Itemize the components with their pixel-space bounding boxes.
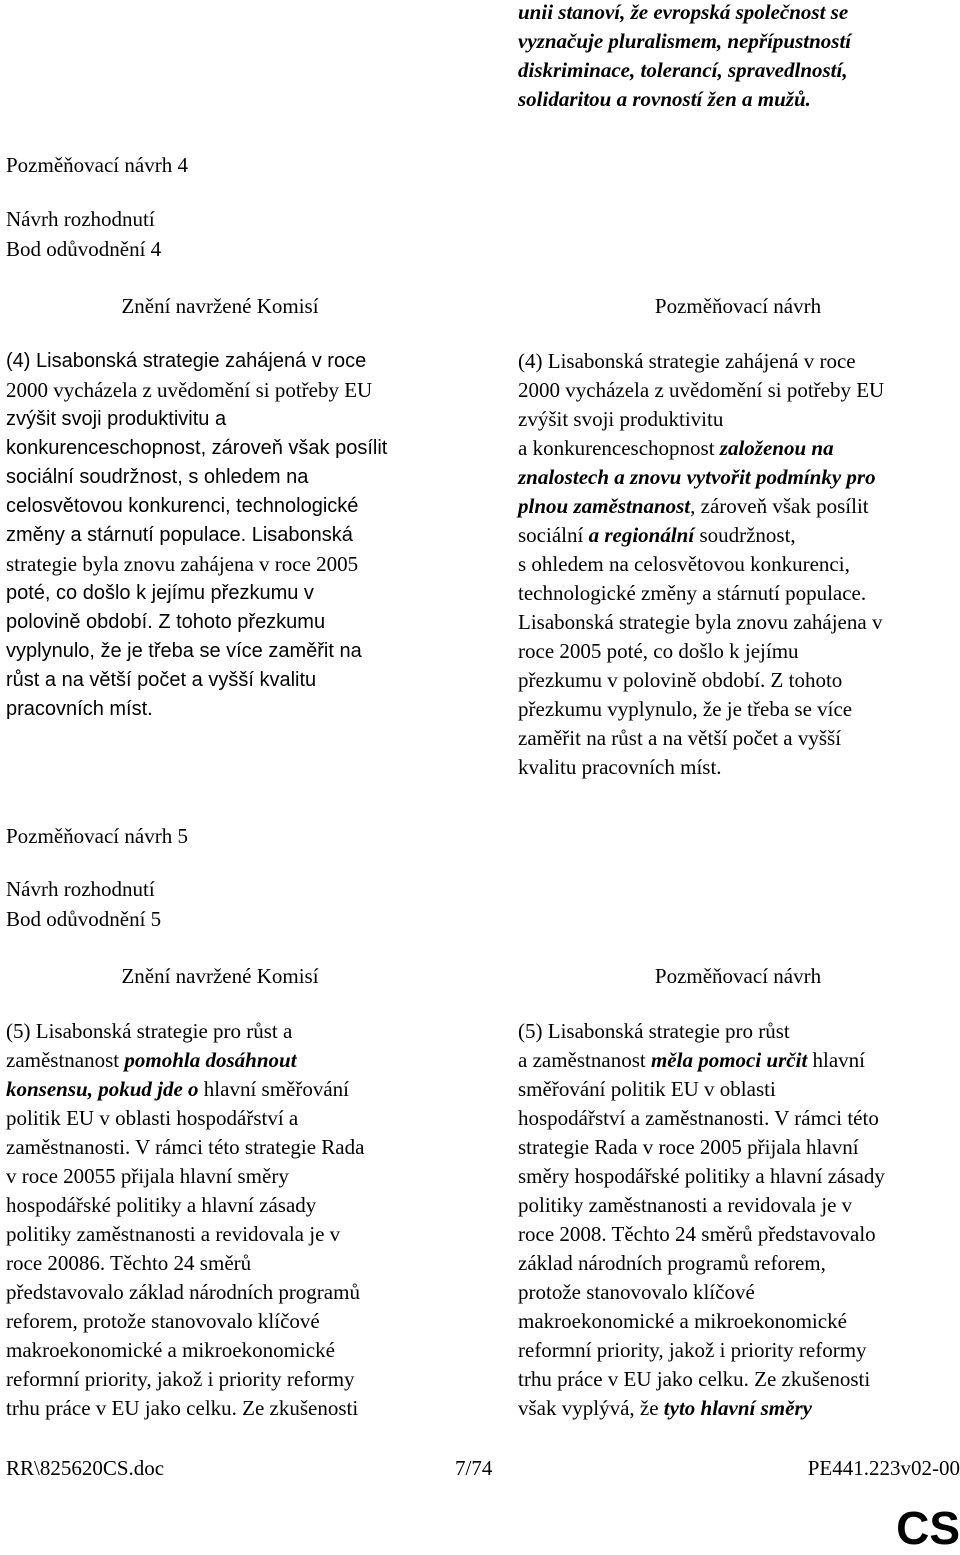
amendment-heading: Pozměňovací návrh bbox=[654, 964, 822, 988]
text-line bbox=[518, 1046, 885, 1075]
text-line: roce 2008. Těchto 24 směrů představovalo bbox=[518, 1222, 876, 1246]
text-run: však vyplývá, že bbox=[518, 1396, 664, 1420]
text-line: konkurenceschopnost, zároveň však posílit bbox=[6, 437, 388, 459]
text-line: diskriminace, tolerancí, spravedlností, bbox=[518, 58, 848, 82]
footer-pe-ref: PE441.223v02-00 bbox=[807, 1456, 960, 1480]
text-line: základ národních programů reforem, bbox=[518, 1251, 826, 1275]
text-line: strategie byla znovu zahájena v roce 2005 bbox=[6, 552, 359, 576]
text-line: směry hospodářské politiky a hlavní zásady bbox=[518, 1164, 885, 1188]
text-line: technologické změny a stárnutí populace. bbox=[518, 581, 867, 605]
commission-text-heading: Znění navržené Komisí bbox=[121, 294, 319, 318]
inserted-text: a regionální bbox=[588, 523, 695, 547]
text-line: poté, co došlo k jejímu přezkumu v bbox=[6, 582, 314, 604]
commission-text-5 bbox=[6, 1017, 364, 1423]
text-line: Lisabonská strategie byla znovu zahájena v bbox=[518, 610, 883, 634]
footer-page-number: 7/74 bbox=[455, 1456, 493, 1480]
text-run: a konkurenceschopnost bbox=[518, 436, 720, 460]
text-line: hospodářství a zaměstnanosti. V rámci této bbox=[518, 1106, 879, 1130]
text-line: protože stanovovalo klíčové bbox=[518, 1280, 755, 1304]
text-line: makroekonomické a mikroekonomické bbox=[518, 1309, 847, 1333]
text-run: soudržnost, bbox=[694, 523, 796, 547]
inserted-text: měla pomoci určit bbox=[650, 1048, 808, 1072]
text-line: zvýšit svoji produktivitu bbox=[518, 407, 724, 431]
text-line: 2000 vycházela z uvědomění si potřeby EU bbox=[6, 378, 373, 402]
text-line: růst a na větší počet a vyšší kvalitu bbox=[6, 669, 317, 691]
text-line: reforem, protože stanovovalo klíčové bbox=[6, 1309, 320, 1333]
amended-text-4 bbox=[518, 347, 884, 782]
text-line: kvalitu pracovních míst. bbox=[518, 755, 722, 779]
text-line bbox=[6, 1046, 364, 1075]
text-run: hlavní bbox=[807, 1048, 866, 1072]
text-line: (5) Lisabonská strategie pro růst a bbox=[6, 1019, 293, 1043]
text-line: sociální soudržnost, s ohledem na bbox=[6, 466, 309, 488]
footer-doc-ref: RR\825620CS.doc bbox=[6, 1456, 165, 1480]
text-line: 2000 vycházela z uvědomění si potřeby EU bbox=[518, 378, 885, 402]
text-line: strategie Rada v roce 2005 přijala hlavní bbox=[518, 1135, 859, 1159]
text-line: roce 2005 poté, co došlo k jejímu bbox=[518, 639, 799, 663]
inserted-text: založenou na bbox=[719, 436, 834, 460]
text-line bbox=[518, 521, 884, 550]
amendment-4-subtitle: Návrh rozhodnutí bbox=[6, 207, 155, 231]
inserted-text: tyto hlavní směry bbox=[663, 1396, 812, 1420]
amendment-4-title: Pozměňovací návrh 4 bbox=[6, 153, 188, 177]
language-code: CS bbox=[896, 1502, 960, 1554]
text-line: (4) Lisabonská strategie zahájená v roce bbox=[6, 350, 367, 372]
text-line: reformní priority, jakož i priority reformy bbox=[518, 1338, 867, 1362]
text-line: (4) Lisabonská strategie zahájená v roce bbox=[518, 349, 856, 373]
inserted-text: znalostech a znovu vytvořit podmínky pro bbox=[518, 465, 876, 489]
text-line: unii stanoví, že evropská společnost se bbox=[518, 0, 849, 24]
commission-text-4 bbox=[6, 347, 387, 724]
text-line bbox=[518, 492, 884, 521]
inserted-text: plnou zaměstnanost bbox=[518, 494, 691, 518]
text-line: zaměřit na růst a na větší počet a vyšší bbox=[518, 726, 842, 750]
text-line: změny a stárnutí populace. Lisabonská bbox=[6, 524, 353, 546]
text-line: představovalo základ národních programů bbox=[6, 1280, 360, 1304]
text-line: (5) Lisabonská strategie pro růst bbox=[518, 1019, 790, 1043]
text-line: politiky zaměstnanosti a revidovala je v bbox=[518, 1193, 853, 1217]
text-line: hospodářské politiky a hlavní zásady bbox=[6, 1193, 317, 1217]
text-line: solidaritou a rovností žen a mužů. bbox=[518, 87, 811, 111]
text-line: přezkumu vyplynulo, že je třeba se více bbox=[518, 697, 853, 721]
text-line: politik EU v oblasti hospodářství a bbox=[6, 1106, 299, 1130]
text-line: politiky zaměstnanosti a revidovala je v bbox=[6, 1222, 341, 1246]
text-line: polovině období. Z tohoto přezkumu bbox=[6, 611, 326, 633]
text-line: vyplynulo, že je třeba se více zaměřit na bbox=[6, 640, 362, 662]
deleted-text: konsensu, pokud jde o bbox=[6, 1077, 199, 1101]
text-line: směřování politik EU v oblasti bbox=[518, 1077, 776, 1101]
text-line: přezkumu v polovině období. Z tohoto bbox=[518, 668, 843, 692]
commission-text-heading: Znění navržené Komisí bbox=[121, 964, 319, 988]
text-line: celosvětovou konkurenci, technologické bbox=[6, 495, 359, 517]
amendment-5-title: Pozměňovací návrh 5 bbox=[6, 824, 188, 848]
text-run: sociální bbox=[518, 523, 589, 547]
text-line: vyznačuje pluralismem, nepřípustností bbox=[518, 29, 852, 53]
text-line: reformní priority, jakož i priority reformy bbox=[6, 1367, 355, 1391]
text-run: a zaměstnanost bbox=[518, 1048, 651, 1072]
text-line: roce 20086. Těchto 24 směrů bbox=[6, 1251, 252, 1275]
text-line: zaměstnanosti. V rámci této strategie Rada bbox=[6, 1135, 365, 1159]
text-line: s ohledem na celosvětovou konkurenci, bbox=[518, 552, 850, 576]
text-line: makroekonomické a mikroekonomické bbox=[6, 1338, 335, 1362]
amendment-5-subtitle: Návrh rozhodnutí bbox=[6, 877, 155, 901]
text-line: zvýšit svoji produktivitu a bbox=[6, 408, 227, 430]
amended-text-5 bbox=[518, 1017, 885, 1423]
continuation-text bbox=[518, 0, 851, 114]
text-line: pracovních míst. bbox=[6, 698, 153, 720]
text-line bbox=[518, 1394, 885, 1423]
text-line bbox=[518, 434, 884, 463]
amendment-5-recital: Bod odůvodnění 5 bbox=[6, 907, 162, 931]
deleted-text: pomohla dosáhnout bbox=[124, 1048, 297, 1072]
amendment-heading: Pozměňovací návrh bbox=[654, 294, 822, 318]
text-run: , zároveň však posílit bbox=[690, 494, 869, 518]
text-line: v roce 20055 přijala hlavní směry bbox=[6, 1164, 289, 1188]
text-run: hlavní směřování bbox=[198, 1077, 350, 1101]
text-line bbox=[6, 1075, 364, 1104]
text-line: trhu práce v EU jako celku. Ze zkušenosti bbox=[518, 1367, 871, 1391]
text-line: trhu práce v EU jako celku. Ze zkušenosti bbox=[6, 1396, 359, 1420]
amendment-4-recital: Bod odůvodnění 4 bbox=[6, 237, 162, 261]
text-run: zaměstnanost bbox=[6, 1048, 125, 1072]
